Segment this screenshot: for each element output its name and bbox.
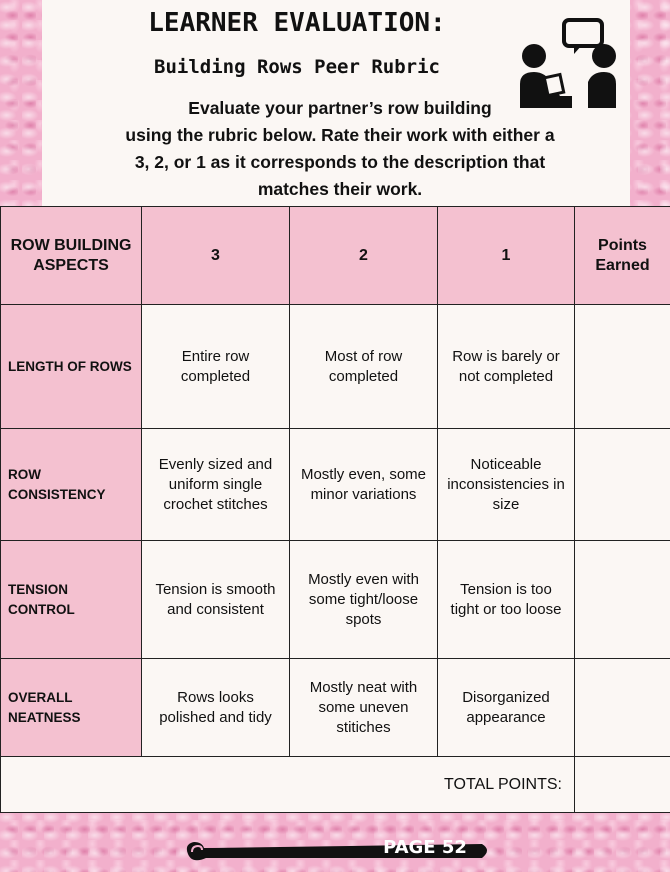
header-score-1: 1 bbox=[438, 207, 575, 305]
instructions-line: 3, 2, or 1 as it corresponds to the description that bbox=[134, 152, 546, 172]
aspect-cell: TENSION CONTROL bbox=[1, 541, 142, 659]
header-row bbox=[1, 207, 670, 305]
score-2-cell: Most of row completed bbox=[290, 305, 438, 429]
score-1-cell: Noticeable inconsistencies in size bbox=[438, 429, 575, 541]
aspect-cell: LENGTH OF ROWS bbox=[1, 305, 142, 429]
score-3-cell: Evenly sized and uniform single crochet stitches bbox=[142, 429, 290, 541]
table-row bbox=[1, 659, 670, 757]
discussion-people-icon bbox=[516, 18, 620, 110]
score-1-cell: Disorganized appearance bbox=[438, 659, 575, 757]
points-cell[interactable] bbox=[575, 429, 670, 541]
points-cell[interactable] bbox=[575, 659, 670, 757]
score-2-cell: Mostly even, some minor variations bbox=[290, 429, 438, 541]
points-cell[interactable] bbox=[575, 305, 670, 429]
total-points-cell[interactable] bbox=[575, 757, 670, 813]
total-row bbox=[1, 757, 670, 813]
score-2-cell: Mostly neat with some uneven stitiches bbox=[290, 659, 438, 757]
header-aspects: ROW BUILDING ASPECTS bbox=[1, 207, 142, 305]
score-1-cell: Row is barely or not completed bbox=[438, 305, 575, 429]
table-row bbox=[1, 429, 670, 541]
aspect-cell: ROW CONSISTENCY bbox=[1, 429, 142, 541]
header-panel bbox=[42, 0, 630, 206]
points-cell[interactable] bbox=[575, 541, 670, 659]
instructions bbox=[100, 95, 580, 203]
instructions-line: Evaluate your partner’s row building bbox=[188, 98, 492, 118]
page-subtitle: Building Rows Peer Rubric bbox=[154, 56, 440, 78]
table-row bbox=[1, 541, 670, 659]
page-number: PAGE 52 bbox=[383, 837, 467, 858]
score-2-cell: Mostly even with some tight/loose spots bbox=[290, 541, 438, 659]
page-title: LEARNER EVALUATION: bbox=[148, 8, 446, 38]
score-3-cell: Entire row completed bbox=[142, 305, 290, 429]
instructions-line: matches their work. bbox=[257, 179, 423, 199]
total-points-label: TOTAL POINTS: bbox=[1, 757, 575, 813]
score-3-cell: Rows looks polished and tidy bbox=[142, 659, 290, 757]
header-points-earned: Points Earned bbox=[575, 207, 670, 305]
header-score-3: 3 bbox=[142, 207, 290, 305]
score-1-cell: Tension is too tight or too loose bbox=[438, 541, 575, 659]
header-score-2: 2 bbox=[290, 207, 438, 305]
rubric-table bbox=[0, 206, 670, 813]
instructions-line: using the rubric below. Rate their work with either a bbox=[125, 125, 555, 145]
score-3-cell: Tension is smooth and consistent bbox=[142, 541, 290, 659]
aspect-cell: OVERALL NEATNESS bbox=[1, 659, 142, 757]
table-row bbox=[1, 305, 670, 429]
